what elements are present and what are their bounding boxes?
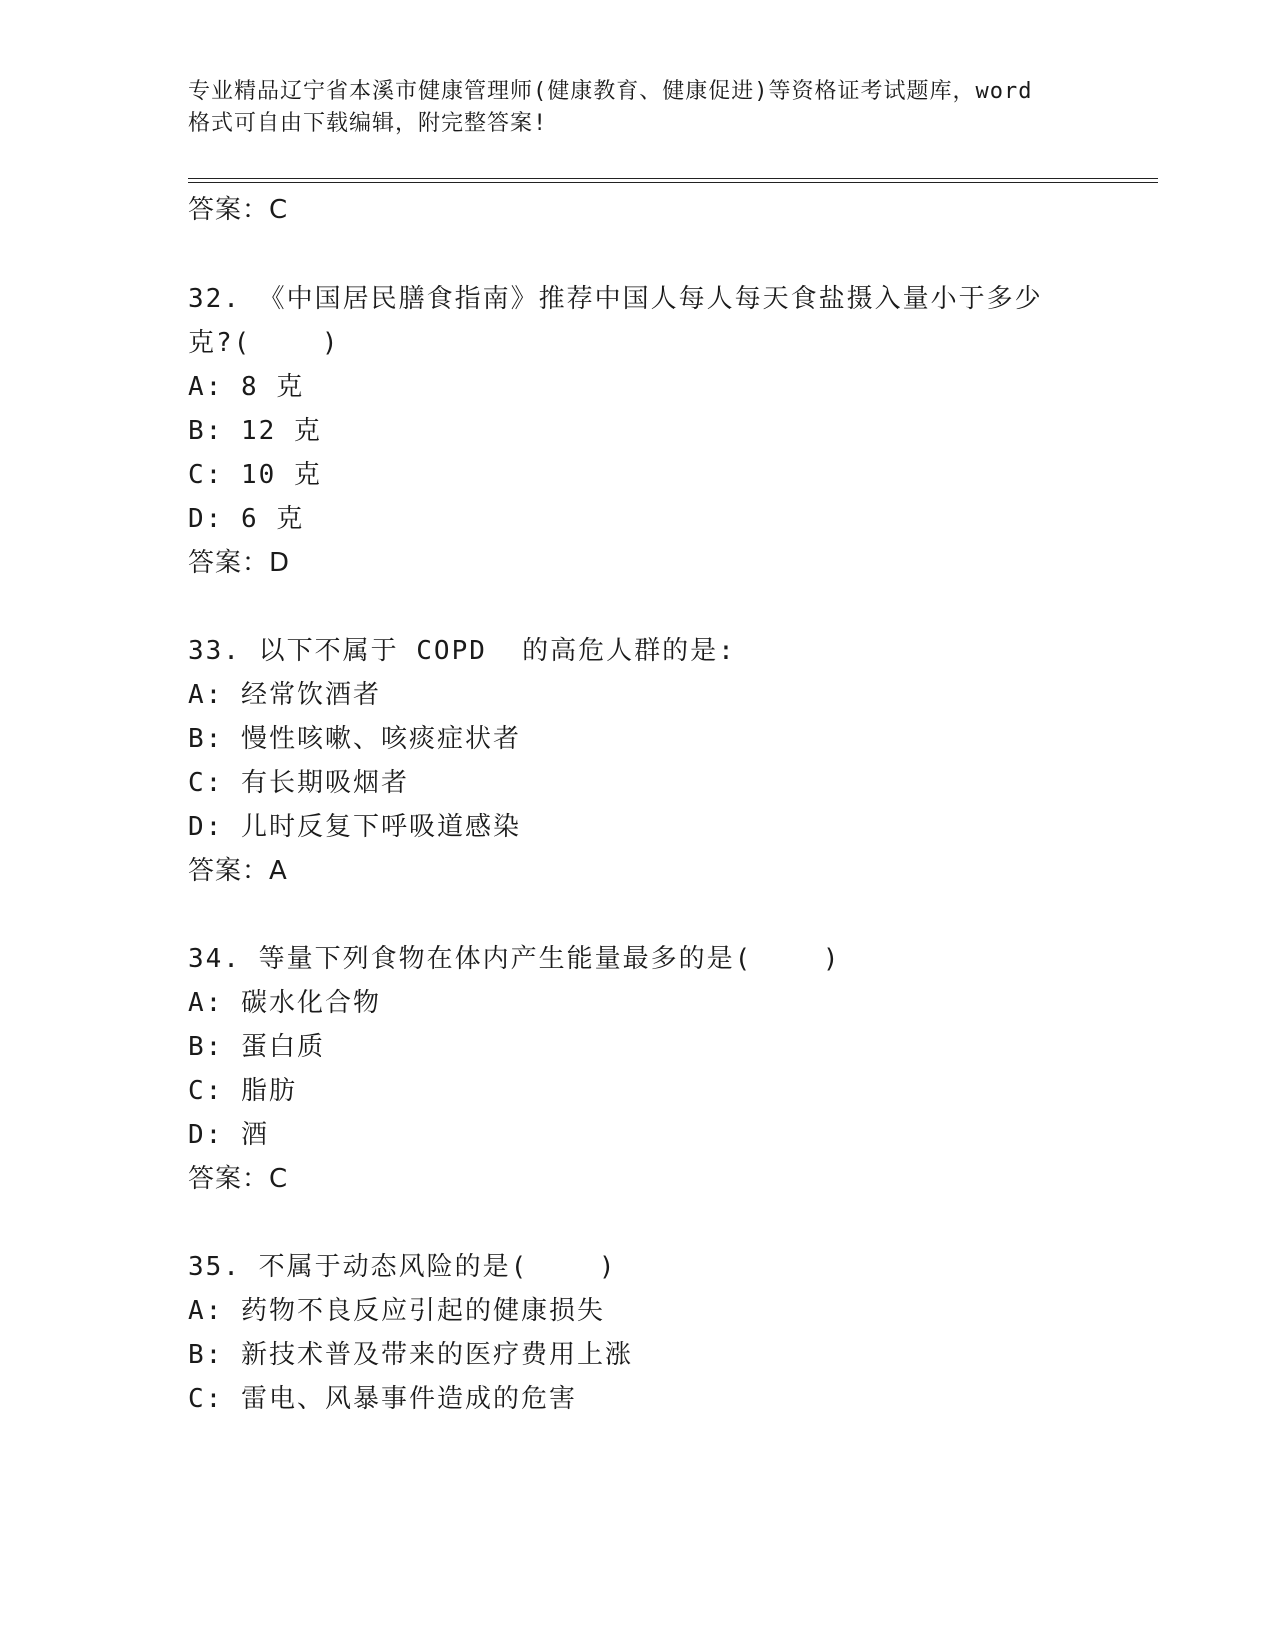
question-32-option-d: D: 6 克: [188, 504, 305, 534]
question-34-option-d: D: 酒: [188, 1120, 269, 1150]
answer-32: 答案：D: [188, 548, 291, 578]
question-32-option-c: C: 10 克: [188, 460, 322, 490]
question-33-option-c: C: 有长期吸烟者: [188, 768, 409, 798]
question-34-option-b: B: 蛋白质: [188, 1032, 325, 1062]
answer-31: 答案：C: [188, 195, 289, 225]
question-33-option-b: B: 慢性咳嗽、咳痰症状者: [188, 724, 521, 754]
question-34-option-a: A: 碳水化合物: [188, 988, 381, 1018]
header-divider-top: [188, 178, 1158, 179]
question-33-option-a: A: 经常饮酒者: [188, 680, 381, 710]
question-32-option-b: B: 12 克: [188, 416, 322, 446]
answer-34: 答案：C: [188, 1164, 289, 1194]
question-32-stem: 32. 《中国居民膳食指南》推荐中国人每人每天食盐摄入量小于多少: [188, 284, 1043, 314]
question-34-stem: 34. 等量下列食物在体内产生能量最多的是( ): [188, 944, 841, 974]
question-33-option-d: D: 儿时反复下呼吸道感染: [188, 812, 521, 842]
question-32-stem-cont: 克?( ): [188, 328, 340, 358]
question-35-option-c: C: 雷电、风暴事件造成的危害: [188, 1384, 577, 1414]
question-33-stem: 33. 以下不属于 COPD 的高危人群的是:: [188, 636, 736, 666]
question-35-option-a: A: 药物不良反应引起的健康损失: [188, 1296, 605, 1326]
question-34-option-c: C: 脂肪: [188, 1076, 297, 1106]
question-32-option-a: A: 8 克: [188, 372, 305, 402]
page-header: [188, 76, 1088, 140]
header-divider-bottom: [188, 182, 1158, 183]
answer-33: 答案：A: [188, 856, 288, 886]
header-line-2: 格式可自由下载编辑，附完整答案!: [188, 111, 548, 136]
question-35-option-b: B: 新技术普及带来的医疗费用上涨: [188, 1340, 633, 1370]
question-35-stem: 35. 不属于动态风险的是( ): [188, 1252, 617, 1282]
header-line-1: 专业精品辽宁省本溪市健康管理师(健康教育、健康促进)等资格证考试题库，word: [188, 79, 1033, 104]
